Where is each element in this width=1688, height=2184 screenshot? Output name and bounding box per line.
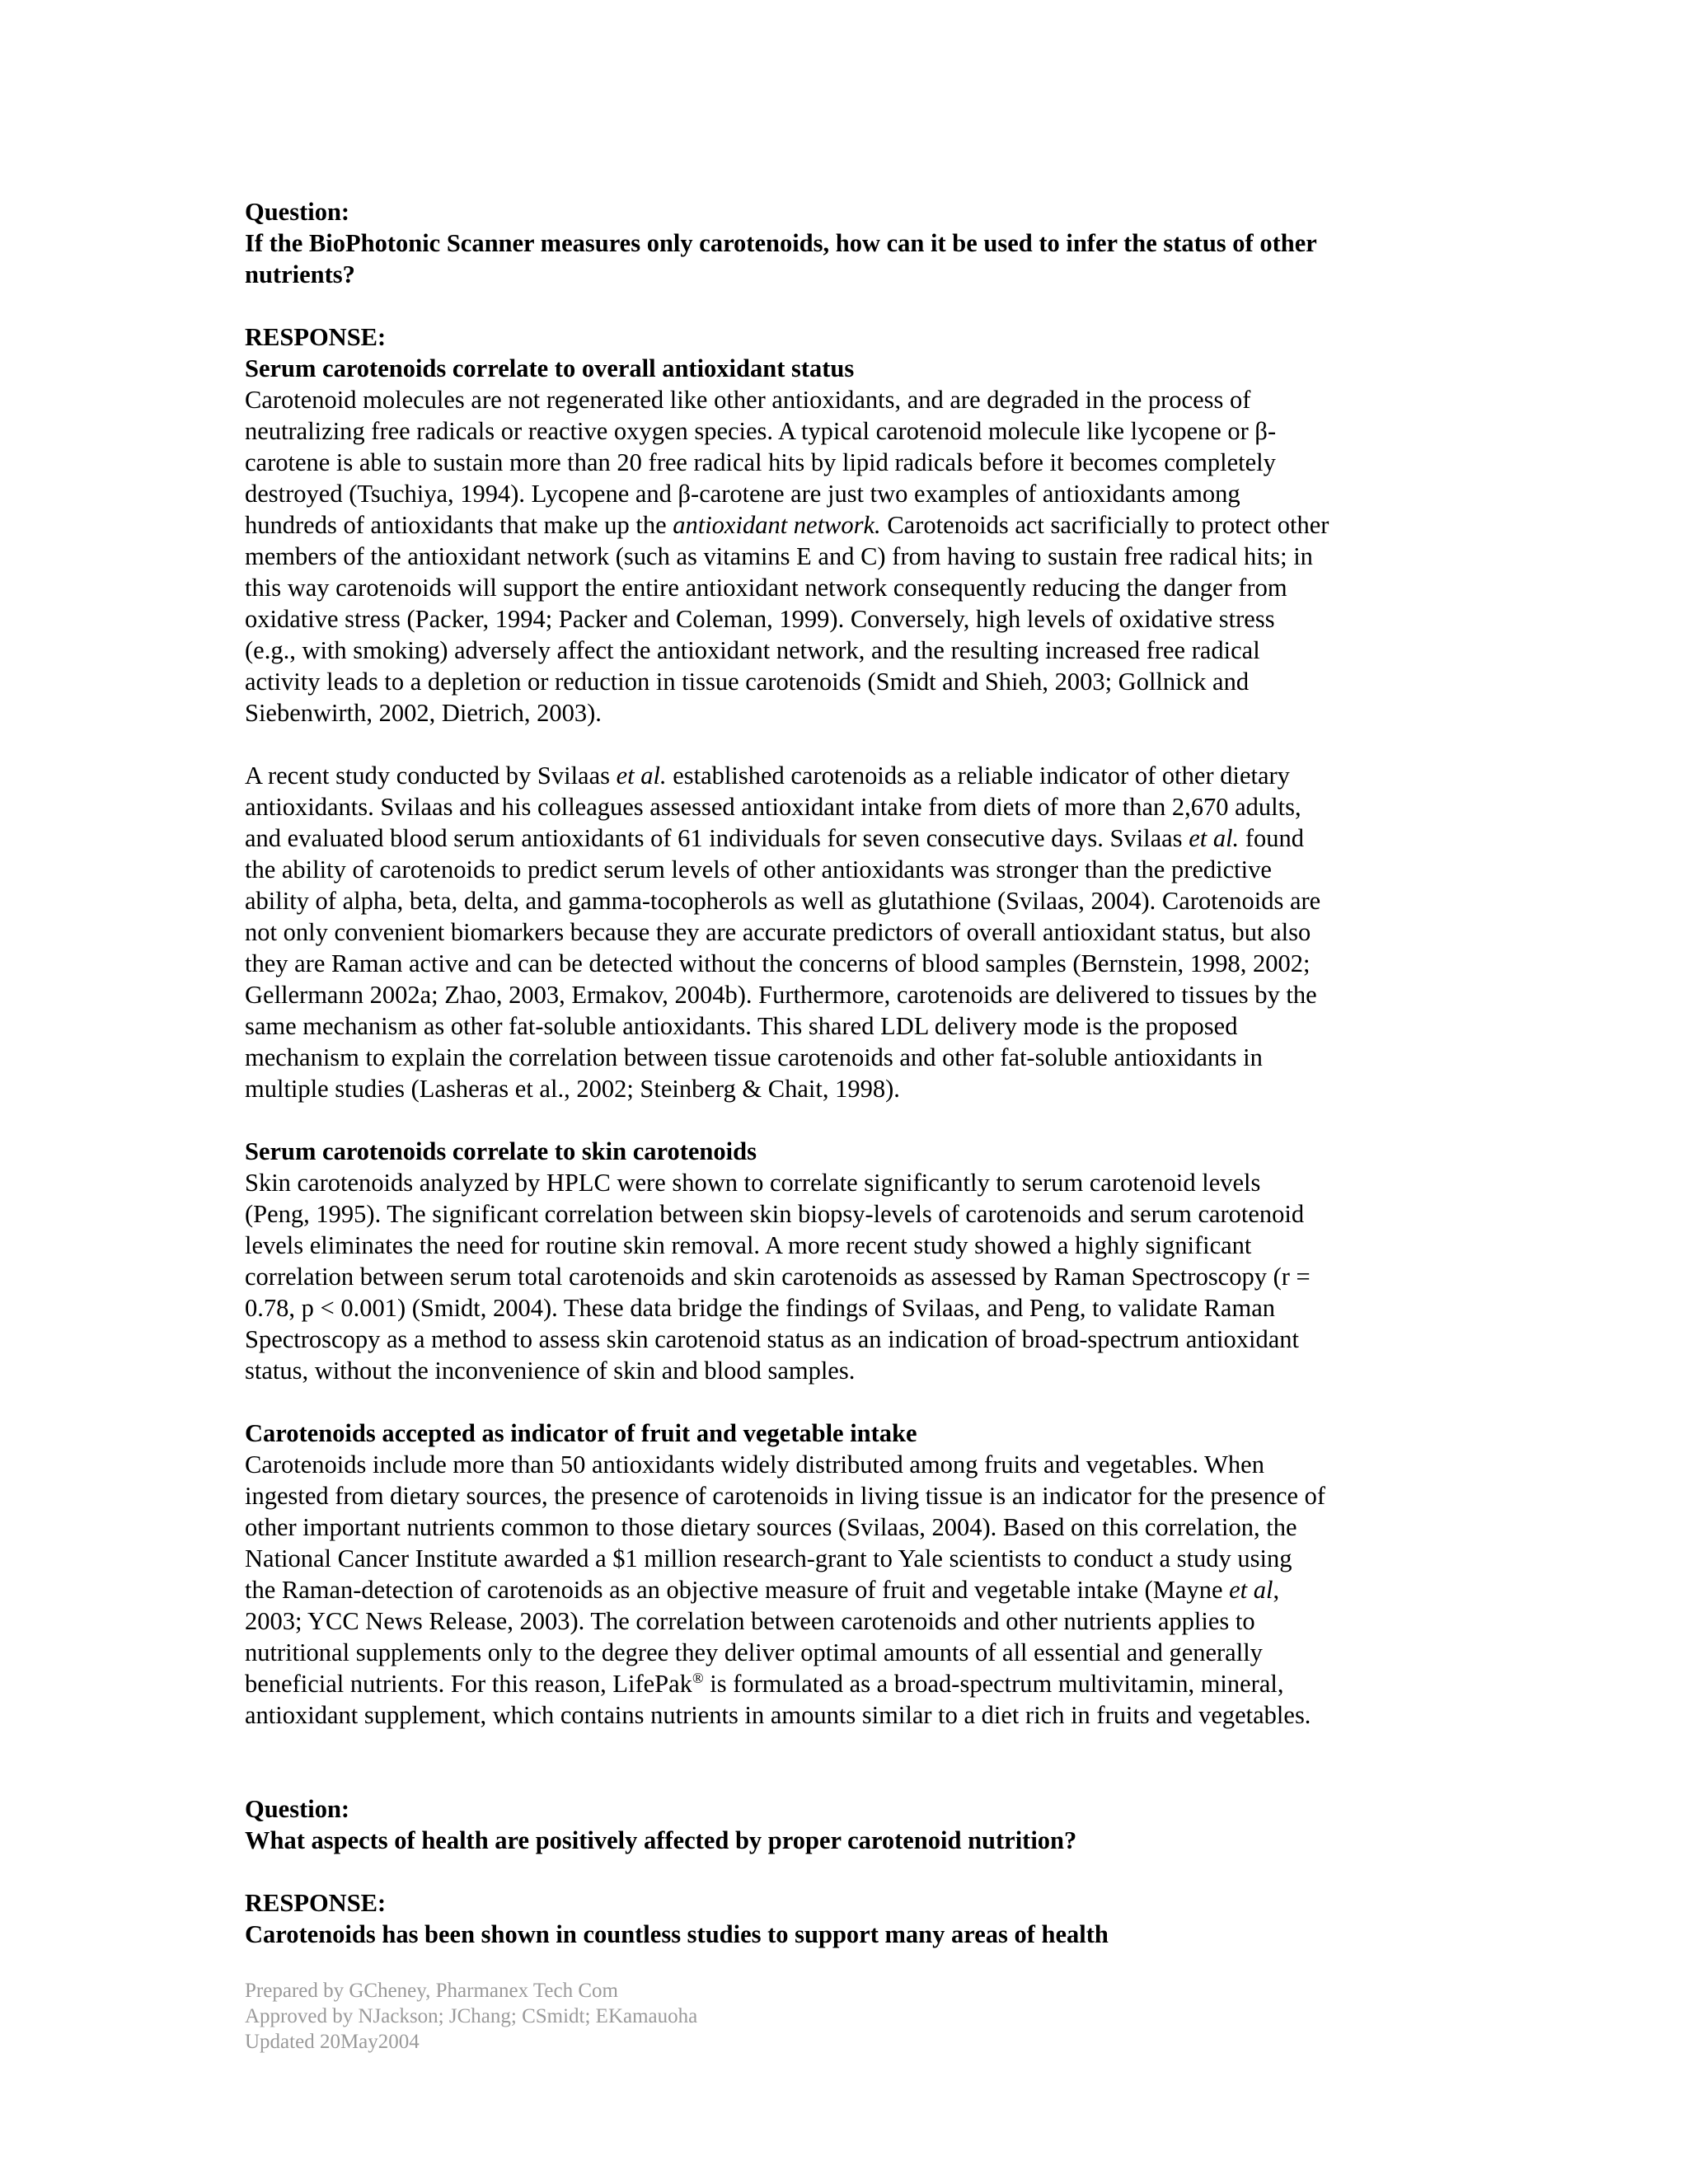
body-text: Carotenoids act sacrificially to protect other — [880, 511, 1329, 539]
body-line: oxidative stress (Packer, 1994; Packer and Coleman, 1999). Conversely, high levels of oxidative stress — [245, 605, 1275, 633]
response-2-heading: Carotenoids has been shown in countless studies to support many areas of health — [245, 1920, 1109, 1948]
body-line: antioxidant supplement, which contains nutrients in amounts similar to a diet rich in fruits and vegetables. — [245, 1701, 1311, 1729]
body-line: not only convenient biomarkers because they are accurate predictors of overall antioxidant status, but also — [245, 918, 1311, 946]
body-line: Skin carotenoids analyzed by HPLC were shown to correlate significantly to serum carotenoid levels — [245, 1169, 1261, 1197]
body-line — [245, 1668, 1432, 1699]
section-heading-fruit: Carotenoids accepted as indicator of fruit and vegetable intake — [245, 1419, 917, 1447]
question-1 — [245, 196, 1432, 290]
body-text: found — [1239, 824, 1304, 852]
body-line — [245, 823, 1432, 854]
response-1-label: RESPONSE: — [245, 323, 387, 351]
body-line: status, without the inconvenience of skin and blood samples. — [245, 1357, 856, 1385]
body-text: hundreds of antioxidants that make up the — [245, 511, 673, 539]
body-line: Carotenoid molecules are not regenerated like other antioxidants, and are degraded in the process of — [245, 386, 1251, 414]
body-line: carotene is able to sustain more than 20 free radical hits by lipid radicals before it becomes completely — [245, 448, 1276, 476]
body-line: ingested from dietary sources, the presence of carotenoids in living tissue is an indicator for the presence of — [245, 1482, 1326, 1510]
response-2 — [245, 1887, 1432, 1950]
body-line: (Peng, 1995). The significant correlation between skin biopsy-levels of carotenoids and serum carotenoid — [245, 1200, 1305, 1228]
svilaas-paragraph — [245, 760, 1432, 1104]
body-line: levels eliminates the need for routine skin removal. A more recent study showed a highly significant — [245, 1231, 1252, 1259]
body-line — [245, 760, 1432, 791]
body-line: correlation between serum total carotenoids and skin carotenoids as assessed by Raman Spectroscopy (r = — [245, 1263, 1311, 1291]
question-2 — [245, 1793, 1432, 1856]
body-line: (e.g., with smoking) adversely affect the antioxidant network, and the resulting increased free radical — [245, 636, 1260, 664]
body-line: Carotenoids include more than 50 antioxidants widely distributed among fruits and vegetables. When — [245, 1451, 1264, 1479]
body-line: members of the antioxidant network (such as vitamins E and C) from having to sustain free radical hits; in — [245, 542, 1313, 570]
question-2-text: What aspects of health are positively affected by proper carotenoid nutrition? — [245, 1826, 1077, 1854]
body-line: multiple studies (Lasheras et al., 2002; Steinberg & Chait, 1998). — [245, 1075, 900, 1103]
body-line: 0.78, p < 0.001) (Smidt, 2004). These data bridge the findings of Svilaas, and Peng, to validate Raman — [245, 1294, 1275, 1322]
question-1-line: If the BioPhotonic Scanner measures only carotenoids, how can it be used to infer the status of other — [245, 229, 1317, 257]
body-text: A recent study conducted by Svilaas — [245, 762, 617, 790]
body-text: , — [1273, 1576, 1280, 1604]
body-line: ability of alpha, beta, delta, and gamma-tocopherols as well as glutathione (Svilaas, 2004). Carotenoids are — [245, 887, 1321, 915]
footer-prepared: Prepared by GCheney, Pharmanex Tech Com — [245, 1980, 618, 2002]
question-2-label: Question: — [245, 1795, 350, 1823]
body-line: the ability of carotenoids to predict serum levels of other antioxidants was stronger than the predictive — [245, 855, 1272, 883]
italic-phrase: antioxidant network. — [673, 511, 881, 539]
body-text: established carotenoids as a reliable indicator of other dietary — [666, 762, 1290, 790]
section-heading-antioxidant: Serum carotenoids correlate to overall antioxidant status — [245, 354, 855, 382]
document-page — [245, 196, 1432, 1950]
body-line: Gellermann 2002a; Zhao, 2003, Ermakov, 2004b). Furthermore, carotenoids are delivered to tissues by the — [245, 981, 1317, 1009]
body-line: destroyed (Tsuchiya, 1994). Lycopene and β-carotene are just two examples of antioxidants among — [245, 480, 1240, 508]
document-footer — [245, 1978, 1069, 2055]
footer-approved: Approved by NJackson; JChang; CSmidt; EKamauoha — [245, 2005, 698, 2027]
body-text: the Raman-detection of carotenoids as an objective measure of fruit and vegetable intake (Mayne — [245, 1576, 1230, 1604]
italic-phrase: et al — [1229, 1576, 1273, 1604]
body-line: they are Raman active and can be detected without the concerns of blood samples (Bernstein, 1998, 2002; — [245, 949, 1311, 977]
section-heading-skin: Serum carotenoids correlate to skin carotenoids — [245, 1137, 757, 1165]
body-line: this way carotenoids will support the entire antioxidant network consequently reducing the danger from — [245, 574, 1287, 602]
body-line — [245, 509, 1432, 541]
body-line: National Cancer Institute awarded a $1 million research-grant to Yale scientists to conduct a study using — [245, 1544, 1292, 1572]
skin-section — [245, 1136, 1432, 1386]
body-text: beneficial nutrients. For this reason, LifePak — [245, 1670, 692, 1698]
body-line: activity leads to a depletion or reduction in tissue carotenoids (Smidt and Shieh, 2003; Gollnick and — [245, 668, 1250, 696]
registered-mark: ® — [692, 1669, 704, 1686]
body-line: 2003; YCC News Release, 2003). The correlation between carotenoids and other nutrients applies to — [245, 1607, 1255, 1635]
response-1 — [245, 321, 1432, 729]
body-line: nutritional supplements only to the degree they deliver optimal amounts of all essential and generally — [245, 1638, 1263, 1666]
body-line: antioxidants. Svilaas and his colleagues assessed antioxidant intake from diets of more than 2,670 adults, — [245, 793, 1301, 821]
response-2-label: RESPONSE: — [245, 1889, 387, 1917]
body-line: mechanism to explain the correlation between tissue carotenoids and other fat-soluble antioxidants in — [245, 1043, 1263, 1071]
footer-updated: Updated 20May2004 — [245, 2031, 420, 2053]
body-line: other important nutrients common to those dietary sources (Svilaas, 2004). Based on this correlation, the — [245, 1513, 1297, 1541]
body-text: and evaluated blood serum antioxidants of 61 individuals for seven consecutive days. Svilaas — [245, 824, 1189, 852]
italic-phrase: et al. — [1189, 824, 1240, 852]
question-1-label: Question: — [245, 198, 350, 226]
body-line: Siebenwirth, 2002, Dietrich, 2003). — [245, 699, 602, 727]
body-line: same mechanism as other fat-soluble antioxidants. This shared LDL delivery mode is the proposed — [245, 1012, 1238, 1040]
italic-phrase: et al. — [616, 762, 667, 790]
body-line: neutralizing free radicals or reactive oxygen species. A typical carotenoid molecule like lycopene or β- — [245, 417, 1277, 445]
body-line — [245, 1574, 1432, 1605]
body-line: Spectroscopy as a method to assess skin carotenoid status as an indication of broad-spectrum antioxidant — [245, 1325, 1300, 1353]
body-text: is formulated as a broad-spectrum multivitamin, mineral, — [703, 1670, 1284, 1698]
fruit-section — [245, 1418, 1432, 1731]
question-1-line: nutrients? — [245, 260, 355, 288]
